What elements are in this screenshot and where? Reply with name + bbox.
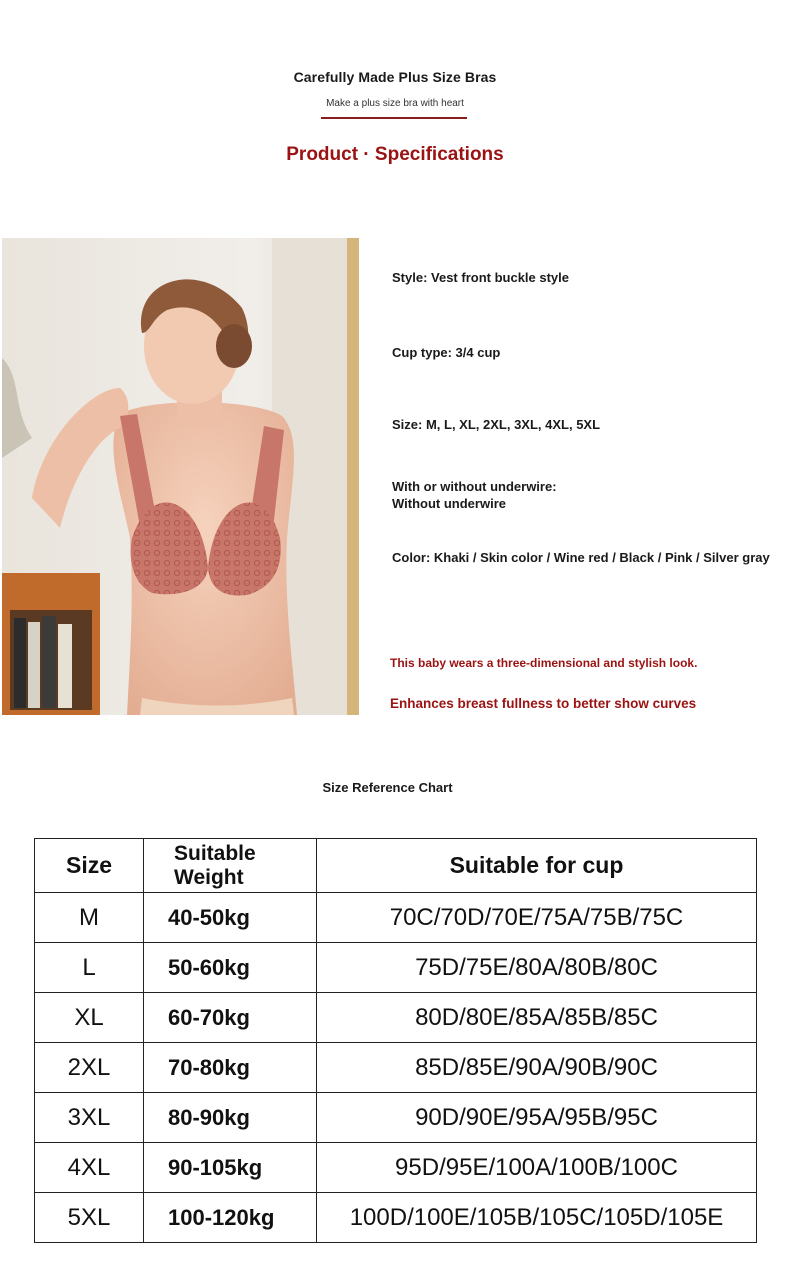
page-title: Carefully Made Plus Size Bras bbox=[293, 69, 497, 85]
cell-cup: 95D/95E/100A/100B/100C bbox=[317, 1143, 757, 1193]
cell-size: XL bbox=[35, 993, 144, 1043]
spec-underwire-label: With or without underwire: bbox=[392, 479, 557, 494]
promo-line-2: Enhances breast fullness to better show curves bbox=[390, 696, 697, 711]
model-illustration bbox=[2, 238, 359, 715]
header-size: Size bbox=[35, 839, 144, 893]
cell-size: 2XL bbox=[35, 1043, 144, 1093]
spec-cup-type: Cup type: 3/4 cup bbox=[392, 345, 501, 360]
spec-color: Color: Khaki / Skin color / Wine red / Black / Pink / Silver gray bbox=[392, 550, 770, 565]
product-photo bbox=[2, 238, 359, 715]
cell-weight: 40-50kg bbox=[144, 893, 317, 943]
cell-cup: 70C/70D/70E/75A/75B/75C bbox=[317, 893, 757, 943]
size-chart-title: Size Reference Chart bbox=[322, 780, 453, 795]
cell-weight: 60-70kg bbox=[144, 993, 317, 1043]
header-cup: Suitable for cup bbox=[317, 839, 757, 893]
header-weight bbox=[144, 839, 317, 893]
cell-cup: 100D/100E/105B/105C/105D/105E bbox=[317, 1193, 757, 1243]
cell-weight: 100-120kg bbox=[144, 1193, 317, 1243]
cell-cup: 75D/75E/80A/80B/80C bbox=[317, 943, 757, 993]
cell-cup: 80D/80E/85A/85B/85C bbox=[317, 993, 757, 1043]
spec-size: Size: M, L, XL, 2XL, 3XL, 4XL, 5XL bbox=[392, 417, 601, 432]
page-subtitle: Make a plus size bra with heart bbox=[326, 98, 464, 109]
cell-cup: 85D/85E/90A/90B/90C bbox=[317, 1043, 757, 1093]
spec-style: Style: Vest front buckle style bbox=[392, 270, 570, 285]
section-title: Product · Specifications bbox=[286, 144, 504, 165]
spec-underwire-value: Without underwire bbox=[392, 496, 506, 511]
cell-cup: 90D/90E/95A/95B/95C bbox=[317, 1093, 757, 1143]
table-row bbox=[35, 1093, 757, 1143]
header-weight-line-2: Weight bbox=[174, 865, 244, 889]
table-row bbox=[35, 993, 757, 1043]
cell-weight: 70-80kg bbox=[144, 1043, 317, 1093]
table-row bbox=[35, 1193, 757, 1243]
table-header-row bbox=[35, 839, 757, 893]
size-reference-table bbox=[34, 838, 757, 1243]
spec-underwire bbox=[392, 478, 692, 512]
cell-size: 3XL bbox=[35, 1093, 144, 1143]
cell-size: L bbox=[35, 943, 144, 993]
table-row bbox=[35, 1143, 757, 1193]
cell-weight: 80-90kg bbox=[144, 1093, 317, 1143]
cell-size: M bbox=[35, 893, 144, 943]
title-underline bbox=[321, 117, 467, 119]
table-row bbox=[35, 893, 757, 943]
cell-size: 5XL bbox=[35, 1193, 144, 1243]
cell-weight: 90-105kg bbox=[144, 1143, 317, 1193]
cell-size: 4XL bbox=[35, 1143, 144, 1193]
table-row bbox=[35, 943, 757, 993]
header-weight-line-1: Suitable bbox=[174, 841, 256, 865]
table-row bbox=[35, 1043, 757, 1093]
cell-weight: 50-60kg bbox=[144, 943, 317, 993]
promo-line-1: This baby wears a three-dimensional and stylish look. bbox=[390, 656, 698, 670]
